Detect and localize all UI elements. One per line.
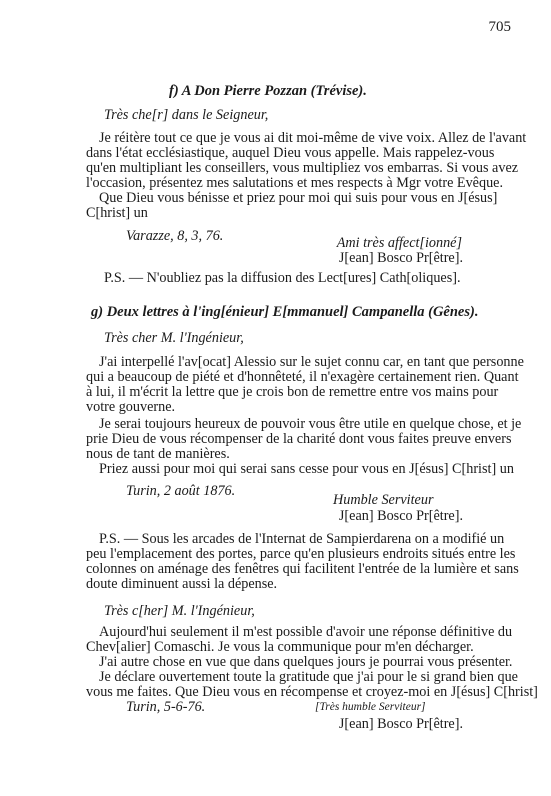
letter1-line: J'ai interpellé l'av[ocat] Alessio sur le sujet connu car, en tant que personne (99, 354, 524, 370)
letter1-ps-line: peu l'emplacement des portes, parce qu'en plusieurs endroits situés entre les (86, 546, 516, 562)
letter2-line: Aujourd'hui seulement il m'est possible d'avoir une réponse définitive du (99, 624, 513, 640)
letter1-closing: Humble Serviteur (333, 492, 434, 508)
letter1-signature: J[ean] Bosco Pr[être]. (338, 508, 463, 524)
section-f-signature: J[ean] Bosco Pr[être]. (338, 250, 463, 266)
letter1-line: Je serai toujours heureux de pouvoir vous être utile en quelque chose, et je (99, 416, 522, 432)
letter1-line: Priez aussi pour moi qui serai sans cesse pour vous en J[ésus] C[hrist] un (99, 461, 514, 477)
letter2-closing: [Très humble Serviteur] (315, 701, 426, 713)
section-f-line: dans l'état ecclésiastique, auquel Dieu vous appelle. Mais rappelez-vous (86, 145, 495, 161)
letter1-line: nous de tant de manières. (86, 446, 230, 462)
letter1-line: prie Dieu de vous récompenser de la charité dont vous faites preuve envers (86, 431, 512, 447)
letter1-line: votre gouverne. (86, 399, 176, 415)
letter2-signature: J[ean] Bosco Pr[être]. (338, 716, 463, 732)
section-f-line: C[hrist] un (86, 205, 148, 221)
letter1-place-date: Turin, 2 août 1876. (126, 483, 236, 499)
letter1-salutation: Très cher M. l'Ingénieur, (104, 330, 244, 346)
letter1-line: à lui, il m'écrit la lettre que je crois bon de remettre entre vos mains pour (86, 384, 499, 400)
section-f-place-date: Varazze, 8, 3, 76. (126, 228, 224, 244)
letter1-ps-line: P.S. — Sous les arcades de l'Internat de Sampierdarena on a modifié un (99, 531, 505, 547)
section-f-salutation: Très che[r] dans le Seigneur, (104, 107, 269, 123)
letter2-salutation: Très c[her] M. l'Ingénieur, (104, 603, 255, 619)
letter1-ps-line: colonnes on aménage des fenêtres qui facilitent l'entrée de la lumière et sans (86, 561, 519, 577)
page-number: 705 (488, 19, 511, 35)
letter2-line: vous me faites. Que Dieu vous en récompense et croyez-moi en J[ésus] C[hrist] (86, 684, 538, 700)
section-f-closing: Ami très affect[ionné] (336, 235, 462, 251)
section-f-line: Je réitère tout ce que je vous ai dit moi-même de vive voix. Allez de l'avant (99, 130, 527, 146)
letter1-line: qui a beaucoup de piété et d'honnêteté, il n'exagère certainement rien. Quant (86, 369, 519, 385)
section-f-ps: P.S. — N'oubliez pas la diffusion des Lect[ures] Cath[oliques]. (104, 270, 461, 286)
section-f-title: f) A Don Pierre Pozzan (Trévise). (169, 83, 367, 99)
letter2-line: J'ai autre chose en vue que dans quelques jours je pourrai vous présenter. (99, 654, 513, 670)
section-g-title: g) Deux lettres à l'ing[énieur] E[mmanuel] Campanella (Gênes). (91, 304, 479, 320)
letter2-place-date: Turin, 5-6-76. (126, 699, 206, 715)
letter2-line: Chev[alier] Comaschi. Je vous la communique pour m'en décharger. (86, 639, 474, 655)
letter2-line: Je déclare ouvertement toute la gratitude que j'ai pour le si grand bien que (99, 669, 518, 685)
section-f-line: Que Dieu vous bénisse et priez pour moi qui suis pour vous en J[ésus] (99, 190, 498, 206)
section-f-line: qu'en multipliant les conseillers, vous multipliez vos embarras. Si vous avez (86, 160, 519, 176)
section-f-line: l'occasion, présentez mes salutations et mes respects à Mgr votre Evêque. (86, 175, 504, 191)
letter1-ps-line: doute diminuent aussi la dépense. (86, 576, 278, 592)
